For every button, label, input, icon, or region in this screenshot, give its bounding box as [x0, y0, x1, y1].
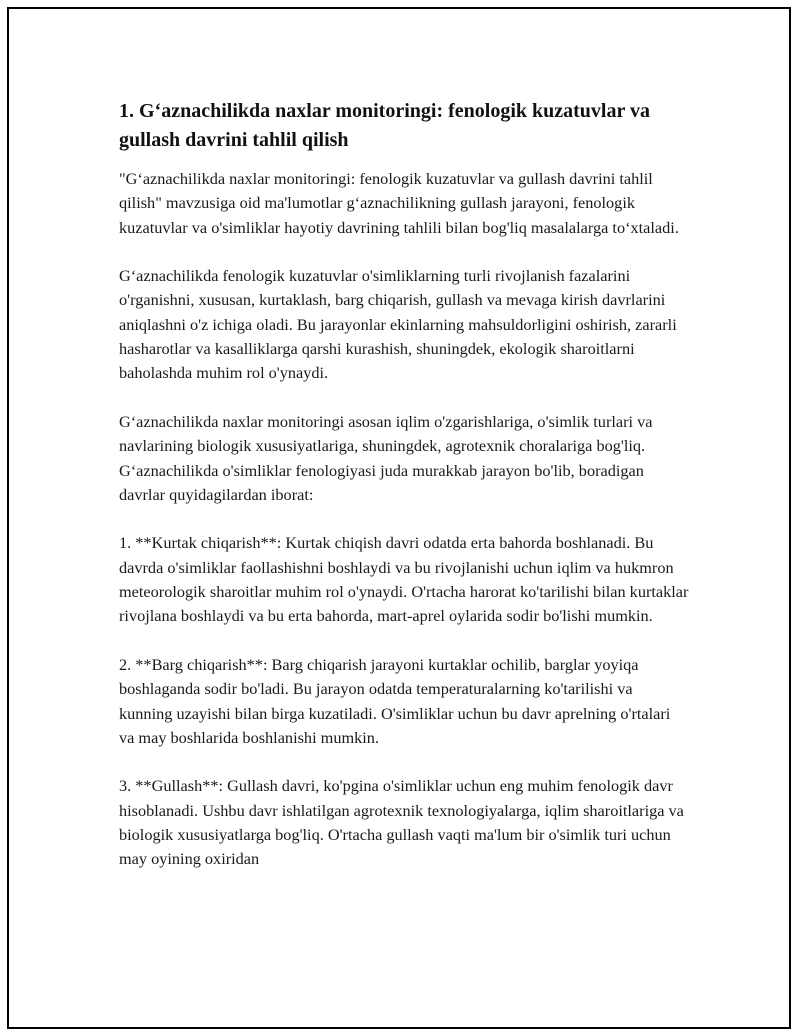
- document-content: [119, 97, 689, 896]
- document-title: 1. G‘aznachilikda naxlar monitoringi: fenologik kuzatuvlar va gullash davrini tahlil qilish: [119, 100, 650, 151]
- list-item-leaf-out: 2. **Barg chiqarish**: Barg chiqarish jarayoni kurtaklar ochilib, barglar yoyiqa boshlaganda sodir bo'ladi. Bu jarayon odatda temperaturalarning ko'tarilishi va kunning uzayishi bilan birga kuzatiladi. O'simliklar uchun bu davr aprelning o'rtalari va may boshlarida boshlanishi mumkin.: [119, 654, 671, 747]
- document-page: [7, 7, 791, 1029]
- list-item-flowering: 3. **Gullash**: Gullash davri, ko'pgina o'simliklar uchun eng muhim fenologik davr hisoblanadi. Ushbu davr ishlatilgan agrotexnik texnologiyalarga, iqlim sharoitlariga va biologik xususiyatlarga bog'liq. O'rtacha gullash vaqti ma'lum bir o'simlik turi uchun may oyining oxiridan: [119, 776, 684, 869]
- list-item-bud-break: 1. **Kurtak chiqarish**: Kurtak chiqish davri odatda erta bahorda boshlanadi. Bu davrda o'simliklar faollashishni boshlaydi va bu rivojlanishi uchun iqlim va hukmron meteorologik sharoitlar muhim rol o'ynaydi. O'rtacha harorat ko'tarilishi bilan kurtaklar rivojlana boshlaydi va bu erta bahorda, mart-aprel oylarida sodir bo'lishi mumkin.: [119, 533, 689, 626]
- paragraph-monitoring: G‘aznachilikda naxlar monitoringi asosan iqlim o'zgarishlariga, o'simlik turlari va navlarining biologik xususiyatlariga, shuningdek, agrotexnik choralariga bog'liq. G‘aznachilikda o'simliklar fenologiyasi juda murakkab jarayon bo'lib, boradigan davrlar quyidagilardan iborat:: [119, 411, 653, 504]
- paragraph-phenology: G‘aznachilikda fenologik kuzatuvlar o'simliklarning turli rivojlanish fazalarini o'rganishni, xususan, kurtaklash, barg chiqarish, gullash va mevaga kirish davrlarini aniqlashni o'z ichiga oladi. Bu jarayonlar ekinlarning mahsuldorligini oshirish, zararli hasharotlar va kasalliklarga qarshi kurashish, shuningdek, ekologik sharoitlarni baholashda muhim rol o'ynaydi.: [119, 266, 677, 383]
- paragraph-intro: "G‘aznachilikda naxlar monitoringi: fenologik kuzatuvlar va gullash davrini tahlil qilish" mavzusiga oid ma'lumotlar g‘aznachilikning gullash jarayoni, fenologik kuzatuvlar va o'simliklar hayotiy davrining tahlili bilan bog'liq masalalarga to‘xtaladi.: [119, 169, 679, 237]
